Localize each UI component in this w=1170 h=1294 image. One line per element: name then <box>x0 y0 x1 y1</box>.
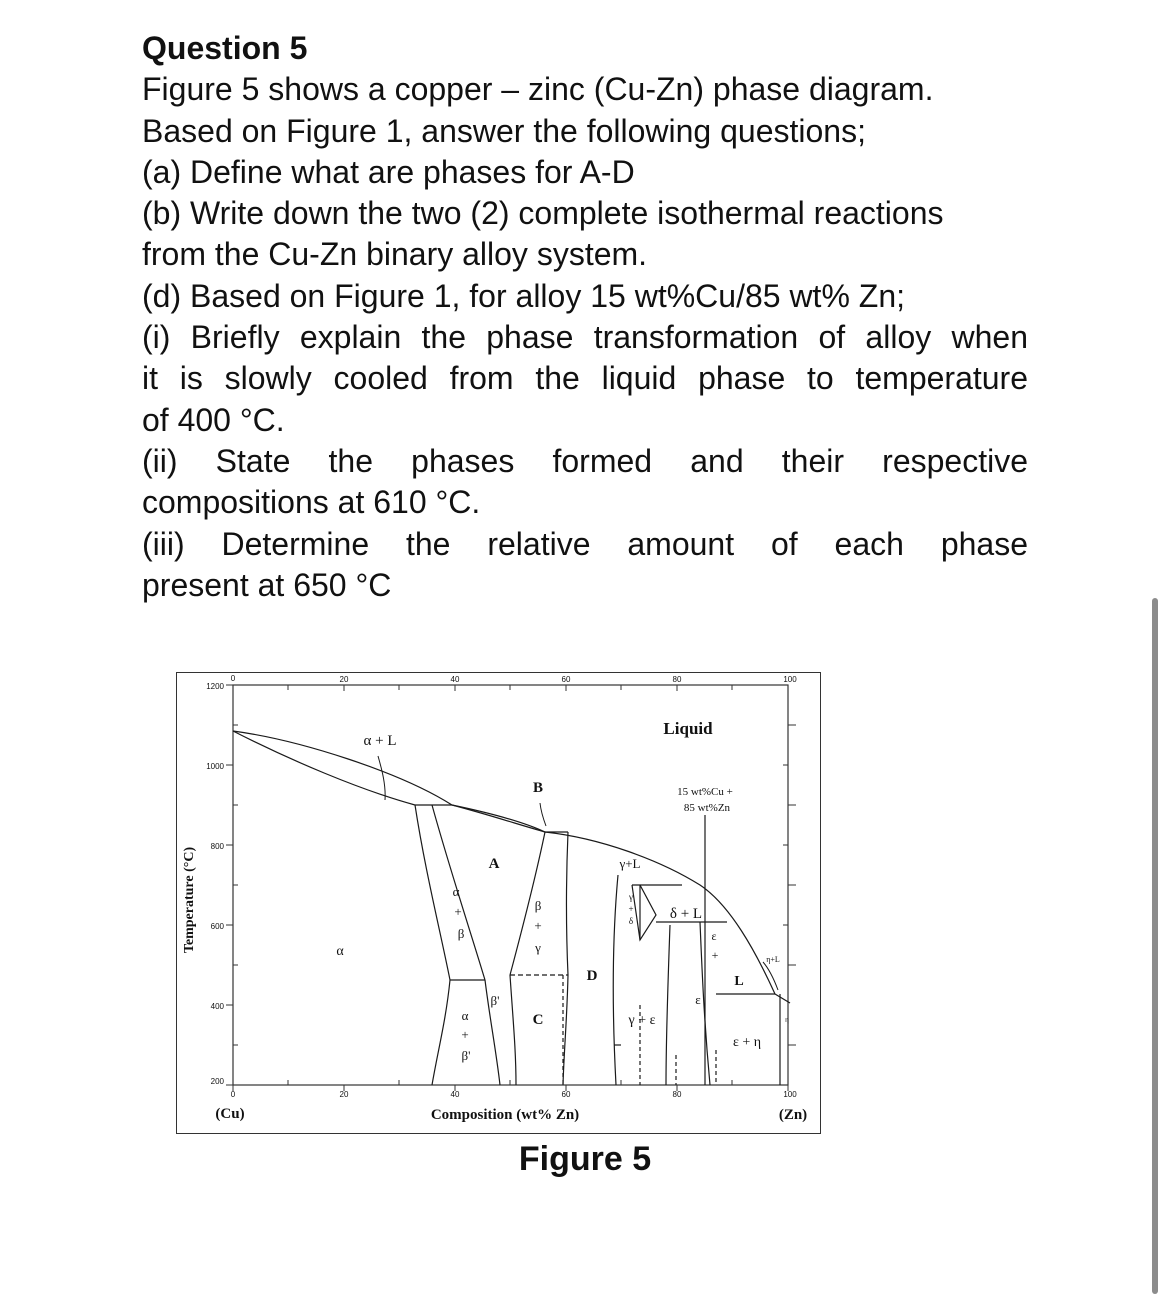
question-line: of 400 °C. <box>142 401 285 438</box>
y-axis-label: Temperature (°C) <box>182 846 197 954</box>
question-line: compositions at 610 °C. <box>142 484 481 521</box>
b-pointer <box>540 803 546 826</box>
stack-glyph: β <box>457 926 465 941</box>
question-line: (b) Write down the two (2) complete isothermal reactions <box>142 195 944 232</box>
label-alpha-l: α + L <box>363 733 397 749</box>
x-tick-label-top: 100 <box>783 675 797 684</box>
stacked-eps-l <box>711 929 718 962</box>
label-beta-prime: β' <box>490 993 500 1008</box>
stacked-alpha-betap <box>461 1008 470 1063</box>
stack-glyph: δ <box>628 916 634 926</box>
alpha-solvus-lower <box>432 980 450 1085</box>
label-d: D <box>586 968 598 984</box>
alloy-annotation <box>677 786 733 814</box>
y-tick-label: 1000 <box>206 762 224 771</box>
alloy-annotation-line: 15 wt%Cu + <box>677 786 733 798</box>
label-eps-eta: ε + η <box>732 1035 762 1050</box>
stack-glyph: β' <box>461 1048 471 1063</box>
gamma-right-boundary <box>613 875 618 1085</box>
x-tick-label: 100 <box>783 1090 797 1099</box>
question-line: Based on Figure 1, answer the following questions; <box>142 112 866 149</box>
label-eps: ε <box>695 992 701 1007</box>
question-line: (a) Define what are phases for A-D <box>142 153 635 190</box>
y-ticks <box>226 685 796 1085</box>
label-eta-l: η+L <box>766 955 780 964</box>
label-liquid: Liquid <box>663 719 713 738</box>
x-tick-label-top: 20 <box>339 675 349 684</box>
x-tick-label: 20 <box>339 1090 349 1099</box>
alloy-annotation-line: 85 wt%Zn <box>683 802 731 814</box>
stacked-beta-gamma <box>534 898 542 955</box>
vertical-scrollbar[interactable] <box>1152 598 1158 1294</box>
y-tick-label: 400 <box>210 1002 224 1011</box>
stack-glyph: α <box>452 884 460 899</box>
x-tick-label: 80 <box>672 1090 682 1099</box>
stack-glyph: γ <box>629 892 633 902</box>
label-c: C <box>532 1012 544 1028</box>
question-line: (iii) Determine the relative amount of each phase <box>142 525 1028 562</box>
question-line: present at 650 °C <box>142 566 392 603</box>
question-line: from the Cu-Zn binary alloy system. <box>142 236 648 273</box>
question-line: (ii) State the phases formed and their respective <box>142 442 1028 479</box>
alpha-solvus-upper <box>415 805 450 980</box>
gamma-left-boundary <box>567 832 569 975</box>
stacked-alpha-beta <box>453 884 465 941</box>
x-tick-label-top: 40 <box>450 675 460 684</box>
stacked-gamma-delta <box>628 892 634 926</box>
stack-glyph: + <box>628 904 634 914</box>
x-tick-label-top: 0 <box>230 674 236 683</box>
cu-end-label: (Cu) <box>215 1106 245 1122</box>
eps-left-boundary <box>666 925 670 1085</box>
y-tick-label: 200 <box>210 1077 224 1086</box>
y-tick-labels <box>206 682 224 1086</box>
label-b: B <box>532 780 544 796</box>
x-tick-label: 0 <box>230 1090 236 1099</box>
x-tick-label: 40 <box>450 1090 460 1099</box>
stack-glyph: α <box>461 1008 469 1023</box>
stack-glyph: ε <box>711 929 717 943</box>
x-tick-labels <box>231 1090 797 1099</box>
x-tick-label-top: 80 <box>672 675 682 684</box>
eta-l-pointer <box>763 962 778 990</box>
phase-boundaries <box>233 731 790 1085</box>
x-tick-label-top: 60 <box>561 675 571 684</box>
stack-glyph: + <box>461 1027 469 1042</box>
question-title: Question 5 <box>142 30 308 66</box>
zn-end-label: (Zn) <box>778 1107 808 1123</box>
label-eta: η <box>785 1016 789 1024</box>
x-tick-label: 60 <box>561 1090 571 1099</box>
question-line: (d) Based on Figure 1, for alloy 15 wt%Cu/85 wt% Zn; <box>142 277 906 314</box>
label-a: A <box>488 856 500 872</box>
label-l: L <box>734 974 744 989</box>
y-tick-label: 1200 <box>206 682 224 691</box>
question-line: Figure 5 shows a copper – zinc (Cu-Zn) phase diagram. <box>142 71 934 108</box>
x-tick-labels-top <box>231 674 797 684</box>
liquidus-line <box>233 731 775 994</box>
question-line: it is slowly cooled from the liquid phase to temperature <box>142 360 1028 397</box>
figure-caption: Figure 5 <box>518 1140 652 1178</box>
gamma-left-lower <box>563 975 568 1085</box>
stack-glyph: β <box>534 898 542 913</box>
x-axis-label: Composition (wt% Zn) <box>430 1107 580 1123</box>
label-gamma-l: γ+L <box>619 856 641 871</box>
stack-glyph: + <box>454 904 462 919</box>
stack-glyph: γ <box>535 940 541 955</box>
stack-glyph: + <box>711 948 719 962</box>
question-line: (i) Briefly explain the phase transformation of alloy when <box>142 319 1028 356</box>
betap-right-boundary <box>510 975 516 1085</box>
solidus-beta-line <box>452 805 545 832</box>
y-tick-label: 800 <box>210 842 224 851</box>
delta-region <box>632 885 656 940</box>
label-delta-l: δ + L <box>669 906 703 922</box>
stack-glyph: + <box>534 918 542 933</box>
label-gamma-eps: γ + ε <box>628 1013 656 1028</box>
label-alpha: α <box>336 944 344 959</box>
y-tick-label: 600 <box>210 922 224 931</box>
